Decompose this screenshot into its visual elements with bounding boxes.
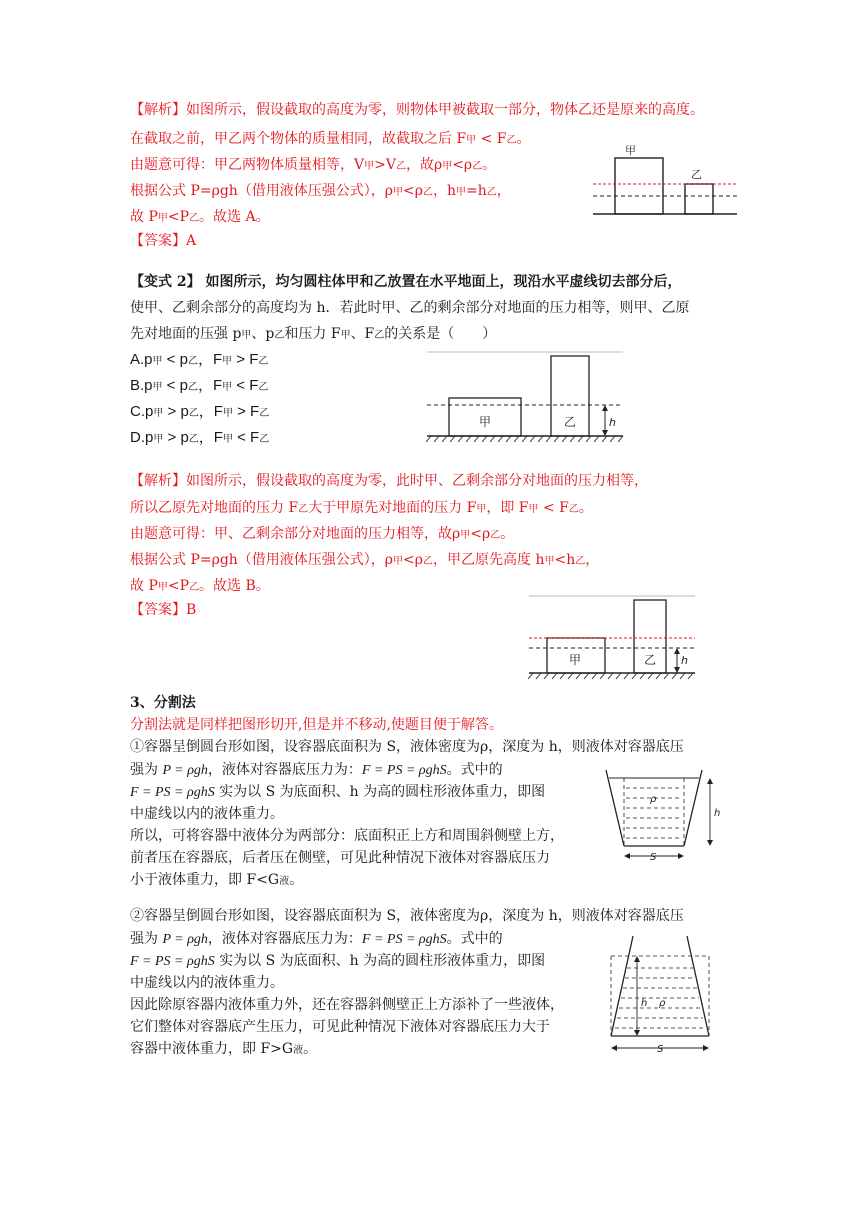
label-rho: ρ <box>650 794 657 805</box>
analysis-line-1: 【解析】如图所示，假设截取的高度为零，则物体甲被截取一部分，物体乙还是原来的高度。 <box>130 102 704 118</box>
variant2-question-line-1: 【变式 2】 如图所示，均匀圆柱体甲和乙放置在水平地面上，现沿水平虚线切去部分后， <box>130 274 682 290</box>
analysis-line-5: 故 P甲<P乙。故选 A。 <box>130 209 270 225</box>
figure-cylinders-answer <box>527 592 699 686</box>
variant2-analysis-line-5: 故 P甲<P乙。故选 B。 <box>130 578 270 594</box>
option-a[interactable]: A.p甲 < p乙，F甲 > F乙 <box>130 351 269 368</box>
ground-hatching <box>528 673 693 679</box>
block-yi <box>685 184 713 214</box>
container-left-wall <box>606 770 624 846</box>
section-title: 3、分割法 <box>130 695 196 711</box>
variant2-analysis-line-1: 【解析】如图所示，假设截取的高度为零，此时甲、乙剩余部分对地面的压力相等， <box>130 473 648 489</box>
figure-container-wide-bottom <box>603 930 723 1060</box>
case2-line-6: 它们整体对容器底产生压力，可见此种情况下液体对容器底压力大于 <box>130 1019 550 1035</box>
case1-line-2: 强为 P = ρgh，液体对容器底压力为：F = PS = ρghS。式中的 <box>130 762 503 778</box>
option-b[interactable]: B.p甲 < p乙，F甲 < F乙 <box>130 377 269 394</box>
figure-container-narrow-bottom <box>602 764 727 864</box>
liquid-dashes <box>624 778 684 846</box>
case2-line-4: 中虚线以内的液体重力。 <box>130 975 284 991</box>
arrow-head-left <box>611 1045 617 1051</box>
case2-line-5: 因此除原容器内液体重力外，还在容器斜侧壁正上方添补了一些液体， <box>130 997 564 1013</box>
analysis-line-4: 根据公式 P=ρgh（借用液体压强公式），ρ甲<ρ乙，h甲=h乙， <box>130 183 511 199</box>
arrow-head-left <box>624 853 630 859</box>
label-jia: 甲 <box>625 144 636 157</box>
case1-line-5: 所以，可将容器中液体分为两部分：底面积正上方和周围斜侧壁上方， <box>130 828 564 844</box>
case1-line-1: ①容器呈倒圆台形如图，设容器底面积为 S，液体密度为ρ，深度为 h，则液体对容器底压 <box>130 739 684 755</box>
variant2-answer-line: 【答案】B <box>130 602 197 618</box>
container-left-wall <box>611 936 633 1036</box>
analysis-line-3: 由题意可得：甲乙两物体质量相等，V甲>V乙，故ρ甲<ρ乙。 <box>130 157 497 173</box>
label-yi: 乙 <box>564 415 577 429</box>
case1-line-7: 小于液体重力，即 F<G液。 <box>130 872 304 888</box>
case2-line-3: F = PS = ρghS 实为以 S 为底面积、h 为高的圆柱形液体重力，即图 <box>130 953 546 969</box>
section-intro: 分割法就是同样把图形切开,但是并不移动,使题目便于解答。 <box>130 717 503 733</box>
label-yi: 乙 <box>691 168 702 181</box>
arrow-head-right <box>703 1045 709 1051</box>
label-h: h <box>714 808 721 819</box>
option-c[interactable]: C.p甲 > p乙，F甲 > F乙 <box>130 403 270 420</box>
arrow-head-down <box>602 430 608 436</box>
label-h: h <box>681 654 688 667</box>
label-rho: ρ <box>659 998 666 1009</box>
arrow-head-down <box>674 667 680 673</box>
label-h: h <box>641 998 648 1009</box>
arrow-head-up <box>707 778 713 784</box>
analysis-line-2: 在截取之前，甲乙两个物体的质量相同，故截取之后 F甲 < F乙。 <box>130 131 531 147</box>
case1-line-6: 前者压在容器底，后者压在侧壁，可见此种情况下液体对容器底压力 <box>130 850 550 866</box>
arrow-head-right <box>678 853 684 859</box>
case2-line-7: 容器中液体重力，即 F>G液。 <box>130 1041 318 1057</box>
case1-line-3: F = PS = ρghS 实为以 S 为底面积、h 为高的圆柱形液体重力，即图 <box>130 784 546 800</box>
label-jia: 甲 <box>479 415 492 429</box>
label-h: h <box>609 416 616 429</box>
variant2-analysis-line-4: 根据公式 P=ρgh（借用液体压强公式），ρ甲<ρ乙，甲乙原先高度 h甲<h乙， <box>130 552 600 568</box>
arrow-head-up <box>602 405 608 411</box>
arrow-head-up <box>634 956 640 962</box>
case2-line-1: ②容器呈倒圆台形如图，设容器底面积为 S，液体密度为ρ，深度为 h，则液体对容器底压 <box>130 908 684 924</box>
variant2-question-line-2: 使甲、乙剩余部分的高度均为 h．若此时甲、乙的剩余部分对地面的压力相等，则甲、乙原 <box>130 300 690 316</box>
label-yi: 乙 <box>644 653 657 667</box>
arrow-head-up <box>674 648 680 654</box>
arrow-head-down <box>707 840 713 846</box>
variant2-question-line-3: 先对地面的压强 p甲、p乙和压力 F甲、F乙的关系是（ ） <box>130 326 497 342</box>
variant2-analysis-line-2: 所以乙原先对地面的压力 F乙大于甲原先对地面的压力 F甲，即 F甲 < F乙。 <box>130 500 593 516</box>
label-jia: 甲 <box>569 653 582 667</box>
label-s: S <box>657 1044 664 1055</box>
figure-cut-blocks-1 <box>585 140 745 230</box>
case1-line-4: 中虚线以内的液体重力。 <box>130 806 284 822</box>
label-s: S <box>650 852 657 863</box>
option-d[interactable]: D.p甲 > p乙，F甲 < F乙 <box>130 429 270 446</box>
container-right-wall <box>684 770 702 846</box>
figure-cylinders-question <box>425 350 625 450</box>
ground-hatching <box>426 436 623 442</box>
answer-line: 【答案】A <box>130 233 197 249</box>
case2-line-2: 强为 P = ρgh，液体对容器底压力为：F = PS = ρghS。式中的 <box>130 931 503 947</box>
variant2-analysis-line-3: 由题意可得：甲、乙剩余部分对地面的压力相等，故ρ甲<ρ乙。 <box>130 526 515 542</box>
block-jia <box>615 158 663 214</box>
container-right-wall <box>687 936 709 1036</box>
arrow-head-down <box>634 1030 640 1036</box>
